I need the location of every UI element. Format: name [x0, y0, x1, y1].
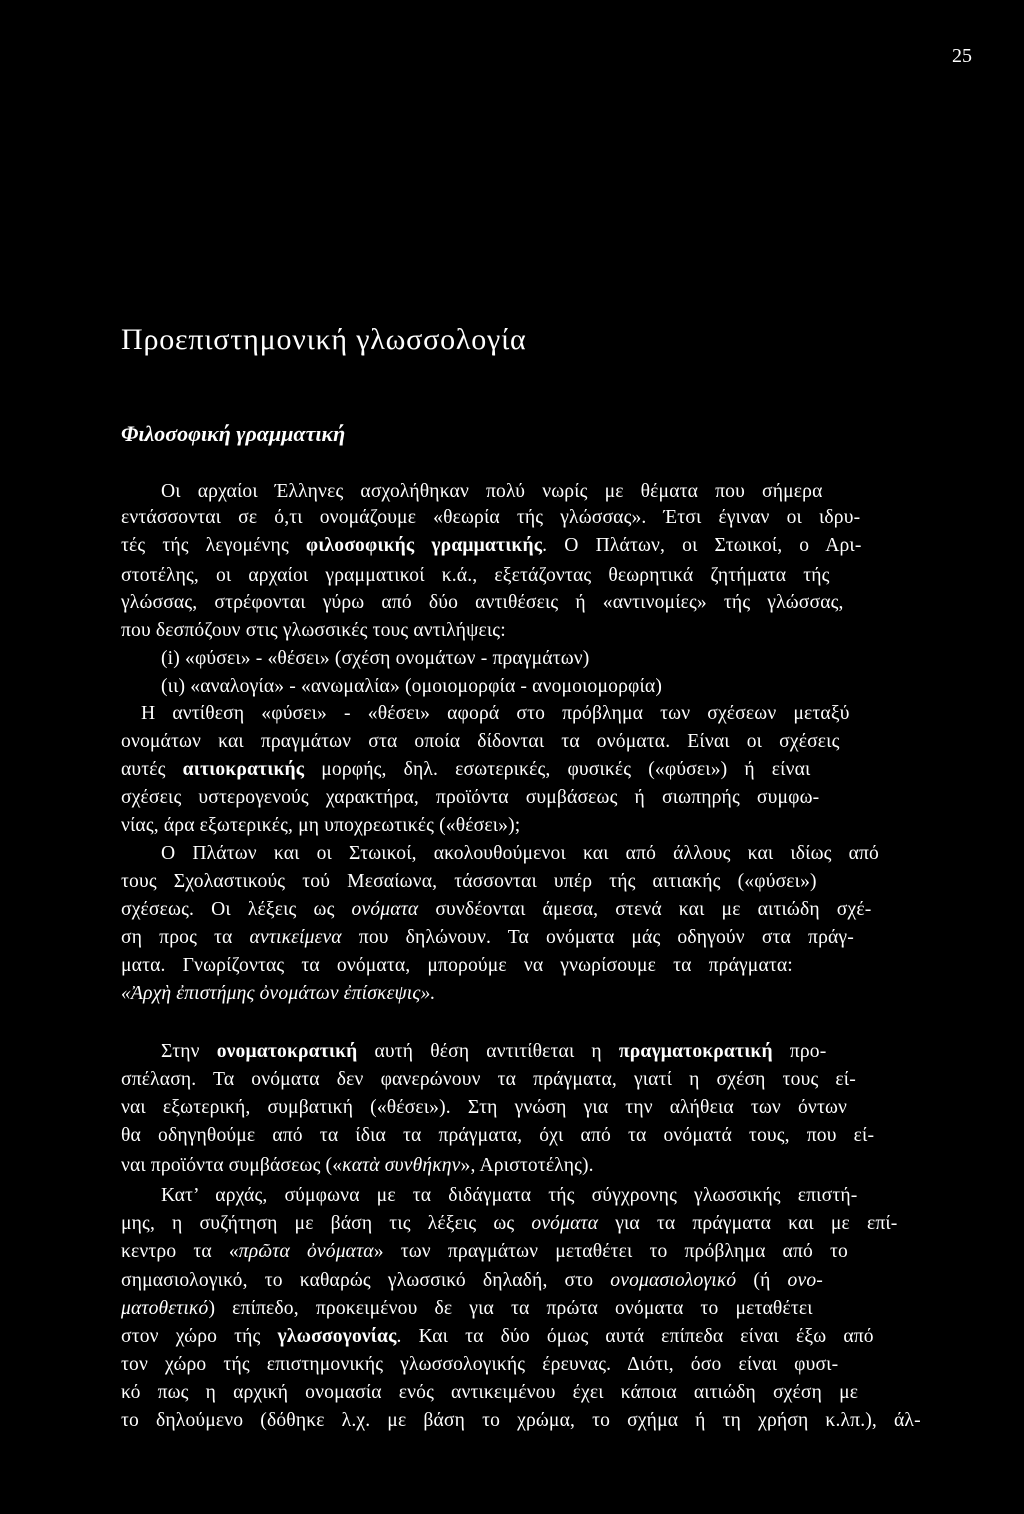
italic-term: ονομασιολογικό [610, 1270, 737, 1291]
text-segment: εντάσσονται σε ό,τι ονομάζουμε «θεωρία τής γλώσσας». Έτσι έγιναν οι ιδρυ- [121, 507, 861, 528]
bold-term: πραγματοκρατική [618, 1041, 773, 1062]
italic-term: ονο- [787, 1270, 823, 1291]
text-line [121, 1154, 594, 1178]
text-line [141, 702, 850, 726]
text-segment: » των πραγμάτων μεταθέτει το πρόβλημα από το [373, 1241, 848, 1262]
text-line [121, 870, 817, 894]
text-line [121, 1325, 874, 1349]
text-segment: για τα πράγματα και με επί- [598, 1213, 898, 1234]
italic-term: αντικείμενα [249, 927, 342, 948]
bold-term: γλωσσογονίας [277, 1326, 397, 1347]
bold-term: αιτιοκρατικής [182, 759, 305, 780]
text-line [121, 1096, 847, 1120]
text-segment: . Ο Πλάτων, οι Στωικοί, ο Αρι- [542, 535, 862, 556]
text-line [121, 1269, 823, 1293]
text-line [121, 506, 860, 530]
text-segment: τον χώρο τής επιστημονικής γλωσσολογικής έρευνας. Διότι, όσο είναι φυσι- [121, 1354, 839, 1375]
text-segment: ση προς τα [121, 927, 250, 948]
text-line [121, 619, 506, 643]
italic-term: ονόματα [351, 899, 419, 920]
chapter-title: Προεπιστημονική γλωσσολογία [121, 323, 527, 356]
text-segment: τους Σχολαστικούς τού Μεσαίωνα, τάσσονται υπέρ τής αιτιακής («φύσει») [121, 871, 817, 892]
text-segment: Οι αρχαίοι Έλληνες ασχολήθηκαν πολύ νωρίς με θέματα που σήμερα [161, 481, 823, 502]
text-line [121, 730, 840, 754]
text-segment: Η αντίθεση «φύσει» - «θέσει» αφορά στο πρόβλημα των σχέσεων μεταξύ [141, 703, 850, 724]
text-line [121, 786, 819, 810]
text-line [161, 675, 662, 699]
text-line [121, 926, 854, 950]
text-line [121, 814, 520, 838]
text-segment: σημασιολογικό, το καθαρώς γλωσσικό δηλαδή, στο [121, 1270, 611, 1291]
text-line [121, 954, 793, 978]
text-line [121, 1297, 813, 1321]
text-segment: προ- [772, 1041, 827, 1062]
text-segment: συνδέονται άμεσα, στενά και με αιτιώδη σχέ- [418, 899, 872, 920]
text-segment: αυτές [121, 759, 183, 780]
italic-term: «Ἀρχὴ ἐπιστήμης ὀνομάτων ἐπίσκεψις». [121, 983, 436, 1004]
text-segment: ναι εξωτερική, συμβατική («θέσει»). Στη γνώση για την αλήθεια των όντων [121, 1097, 848, 1118]
text-line [161, 647, 589, 671]
text-line [121, 591, 844, 615]
text-line [121, 1068, 856, 1092]
text-segment: το δηλούμενο (δόθηκε λ.χ. με βάση το χρώμα, το σχήμα ή τη χρήση κ.λπ.), άλ- [121, 1410, 921, 1431]
text-segment: (i) «φύσει» - «θέσει» (σχέση ονομάτων - πραγμάτων) [161, 648, 590, 669]
bold-term: φιλοσοφικής γραμματικής [305, 535, 543, 556]
text-segment: σχέσεις υστερογενούς χαρακτήρα, προϊόντα συμβάσεως ή σιωπηρής συμφω- [121, 787, 820, 808]
italic-term: ονόματα [531, 1213, 599, 1234]
text-line [121, 1381, 858, 1405]
text-segment: ονομάτων και πραγμάτων στα οποία δίδονται τα ονόματα. Είναι οι σχέσεις [121, 731, 840, 752]
text-line [121, 1212, 897, 1236]
italic-term: κατὰ συνθήκην [342, 1155, 461, 1176]
text-segment: ναι προϊόντα συμβάσεως (« [121, 1155, 343, 1176]
text-segment: μορφής, δηλ. εσωτερικές, φυσικές («φύσει») ή είναι [304, 759, 811, 780]
text-segment: κό πως η αρχική ονομασία ενός αντικειμένου έχει κάποια αιτιώδη σχέση με [121, 1382, 859, 1403]
text-segment: (ιι) «αναλογία» - «ανωμαλία» (ομοιομορφία - ανομοιομορφία) [161, 676, 662, 697]
text-line [121, 1409, 921, 1433]
text-segment: Ο Πλάτων και οι Στωικοί, ακολουθούμενοι και από άλλους και ιδίως από [161, 843, 879, 864]
text-segment: μης, η συζήτηση με βάση τις λέξεις ως [121, 1213, 532, 1234]
text-line [121, 564, 830, 588]
text-segment: σπέλαση. Τα ονόματα δεν φανερώνουν τα πράγματα, γιατί η σχέση τους εί- [121, 1069, 856, 1090]
text-segment: γλώσσας, στρέφονται γύρω από δύο αντιθέσεις ή «αντινομίες» τής γλώσσας, [121, 592, 844, 613]
text-segment: Στην [161, 1041, 217, 1062]
text-segment: ) επίπεδο, προκειμένου δε για τα πρώτα ονόματα το μεταθέτει [208, 1298, 813, 1319]
section-title: Φιλοσοφική γραμματική [121, 421, 346, 446]
text-segment: τές τής λεγομένης [121, 535, 306, 556]
text-segment: στοτέλης, οι αρχαίοι γραμματικοί κ.ά., εξετάζοντας θεωρητικά ζητήματα τής [121, 565, 830, 586]
text-segment: που δηλώνουν. Τα ονόματα μάς οδηγούν στα πράγ- [341, 927, 854, 948]
italic-term: ματοθετικό [121, 1298, 209, 1319]
text-line [121, 1353, 838, 1377]
text-segment: που δεσπόζουν στις γλωσσικές τους αντιλήψεις: [121, 620, 506, 641]
text-line [161, 1184, 857, 1208]
text-segment: Κατ’ αρχάς, σύμφωνα με τα διδάγματα τής σύγχρονης γλωσσικής επιστή- [161, 1185, 858, 1206]
text-line [121, 1240, 848, 1264]
italic-term: πρῶτα ὀνόματα [238, 1241, 374, 1262]
text-line [121, 898, 871, 922]
text-line [161, 842, 879, 866]
text-segment: στον χώρο τής [121, 1326, 278, 1347]
text-segment: σχέσεως. Οι λέξεις ως [121, 899, 352, 920]
text-segment: (ή [736, 1270, 788, 1291]
text-segment: . Και τα δύο όμως αυτά επίπεδα είναι έξω από [396, 1326, 874, 1347]
text-line [121, 758, 810, 782]
text-line [121, 1124, 874, 1148]
text-line [121, 534, 862, 558]
text-segment: », Αριστοτέλης). [460, 1155, 594, 1176]
text-segment: θα οδηγηθούμε από τα ίδια τα πράγματα, όχι από τα ονόματά τους, που εί- [121, 1125, 875, 1146]
bold-term: ονοματοκρατική [216, 1041, 358, 1062]
text-line [121, 982, 435, 1006]
text-line [161, 1040, 826, 1064]
text-segment: κεντρο τα « [121, 1241, 239, 1262]
text-segment: ματα. Γνωρίζοντας τα ονόματα, μπορούμε να γνωρίσουμε τα πράγματα: [121, 955, 793, 976]
text-segment: αυτή θέση αντιτίθεται η [357, 1041, 619, 1062]
page-number: 25 [952, 45, 972, 67]
text-segment: νίας, άρα εξωτερικές, μη υποχρεωτικές («θέσει»); [121, 815, 521, 836]
text-line [161, 480, 823, 504]
